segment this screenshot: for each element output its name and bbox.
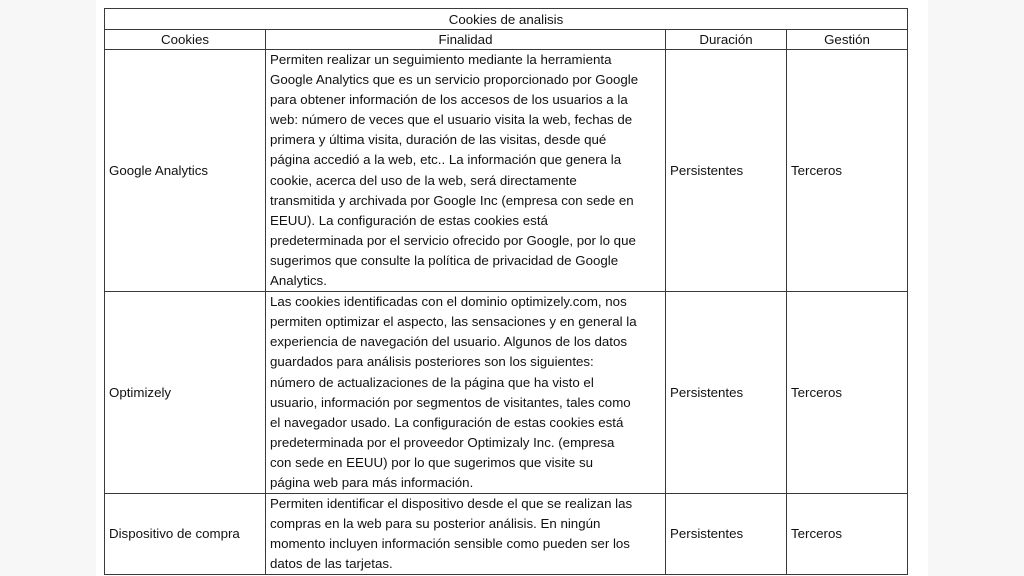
purpose-text-line: sugerimos que consulte la política de privacidad de Google xyxy=(270,252,619,268)
table-header-row xyxy=(105,30,908,50)
purpose-text-line: EEUU). La configuración de estas cookies está xyxy=(270,212,548,228)
purpose-text-line: página web para más información. xyxy=(270,474,474,490)
header-purpose: Finalidad xyxy=(266,30,666,50)
purpose-text-line: página accedió a la web, etc.. La información que genera la xyxy=(270,152,622,168)
cookie-duration-cell: Persistentes xyxy=(666,50,787,292)
header-cookies: Cookies xyxy=(105,30,266,50)
cookie-name-cell: Google Analytics xyxy=(105,50,266,292)
purpose-text-line: para obtener información de los accesos de los usuarios a la xyxy=(270,92,628,108)
cookie-duration-cell: Persistentes xyxy=(666,292,787,494)
purpose-text-line: predeterminada por el servicio ofrecido por Google, por lo que xyxy=(270,232,636,248)
right-margin xyxy=(928,0,1024,576)
purpose-text-line: Las cookies identificadas con el dominio optimizely.com, nos xyxy=(270,294,627,310)
header-duration: Duración xyxy=(666,30,787,50)
table-row xyxy=(105,292,908,494)
purpose-text-line: número de actualizaciones de la página que ha visto el xyxy=(270,374,594,390)
cookie-purpose-cell xyxy=(266,292,666,494)
purpose-text-line: predeterminada por el proveedor Optimizaly Inc. (empresa xyxy=(270,434,615,450)
purpose-text-line: cookie, acerca del uso de la web, será directamente xyxy=(270,172,577,188)
analytics-cookies-table xyxy=(104,8,908,575)
table-title-row xyxy=(105,9,908,30)
purpose-text-line: permiten optimizar el aspecto, las sensaciones y en general la xyxy=(270,314,637,330)
purpose-text-line: Permiten realizar un seguimiento mediante la herramienta xyxy=(270,52,612,67)
purpose-text-line: Permiten identificar el dispositivo desde el que se realizan las xyxy=(270,496,633,512)
purpose-text-line: transmitida y archivada por Google Inc (empresa con sede en xyxy=(270,192,634,208)
cookie-purpose-cell xyxy=(266,494,666,575)
table-title: Cookies de analisis xyxy=(105,9,908,30)
cookie-duration-cell: Persistentes xyxy=(666,494,787,575)
table-row xyxy=(105,50,908,292)
purpose-text-line: datos de las tarjetas. xyxy=(270,556,393,572)
purpose-text-line: primera y última visita, duración de las visitas, desde qué xyxy=(270,132,607,148)
purpose-text-line: compras en la web para su posterior análisis. En ningún xyxy=(270,516,601,532)
purpose-text-line: con sede en EEUU) por lo que sugerimos que visite su xyxy=(270,454,593,470)
purpose-text-line: momento incluyen información sensible como pueden ser los xyxy=(270,536,630,552)
cookie-management-cell: Terceros xyxy=(787,494,908,575)
cookie-management-cell: Terceros xyxy=(787,50,908,292)
purpose-text-line: web: número de veces que el usuario visita la web, fechas de xyxy=(270,112,633,128)
purpose-text-line: experiencia de navegación del usuario. Algunos de los datos xyxy=(270,334,628,350)
table-row xyxy=(105,494,908,575)
cookie-name-cell: Dispositivo de compra xyxy=(105,494,266,575)
purpose-text-line: el navegador usado. La configuración de estas cookies está xyxy=(270,414,624,430)
cookie-name-cell: Optimizely xyxy=(105,292,266,494)
cookie-management-cell: Terceros xyxy=(787,292,908,494)
purpose-text-line: guardados para análisis posteriores son los siguientes: xyxy=(270,354,594,370)
purpose-text-line: Analytics. xyxy=(270,273,327,289)
purpose-text-line: usuario, información por segmentos de visitantes, tales como xyxy=(270,394,631,410)
purpose-text-line: Google Analytics que es un servicio proporcionado por Google xyxy=(270,72,639,88)
header-management: Gestión xyxy=(787,30,908,50)
cookie-purpose-cell xyxy=(266,50,666,292)
left-margin xyxy=(0,0,96,576)
table-body xyxy=(105,50,908,575)
